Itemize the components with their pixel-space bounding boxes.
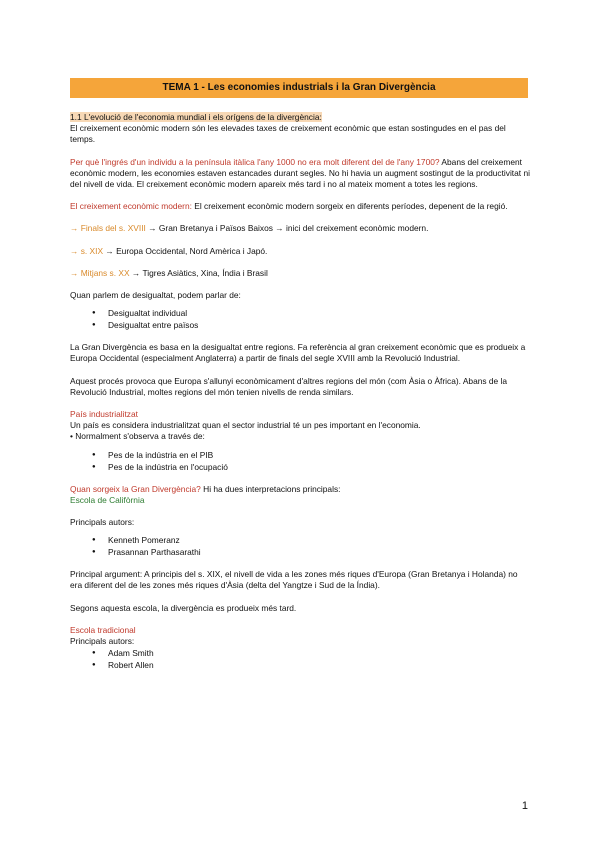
industrialized-note: • Normalment s'observa a través de: xyxy=(70,431,205,442)
document-title: TEMA 1 - Les economies industrials i la Gran Divergència xyxy=(70,78,528,98)
industrialized-text: Un país es considera industrialitzat quan el sector industrial té un pes important en l'economia. xyxy=(70,420,421,431)
list-item: ● Robert Allen xyxy=(92,659,530,671)
timeline-text: → Gran Bretanya i Països Baixos → inici del creixement econòmic modern. xyxy=(145,223,429,234)
timeline-item xyxy=(70,223,530,234)
modern-growth-paragraph xyxy=(70,201,530,212)
list-item: ● Pes de la indústria en el PIB xyxy=(92,449,530,461)
document-body xyxy=(70,112,530,671)
divergence-paragraph: La Gran Divergència es basa en la desigualtat entre regions. Fa referència al gran creixement econòmic que es produeix a Europa Occidental (especialment Anglaterra) a partir de finals del segle XVIII amb la Revolució Industrial. xyxy=(70,342,526,364)
traditional-heading: Escola tradicional xyxy=(70,624,136,635)
section-heading-text: 1.1 L'evolució de l'economia mundial i els orígens de la divergència: xyxy=(70,112,322,122)
section-text: El creixement econòmic modern són les elevades taxes de creixement econòmic que estan sostingudes en el pas del temps. xyxy=(70,123,506,145)
list-item: ● Desigualtat entre països xyxy=(92,319,530,331)
modern-growth-highlight: El creixement econòmic modern: xyxy=(70,201,192,212)
timeline-label: → Finals del s. XVIII xyxy=(70,223,146,234)
industrialized-heading: País industrialitzat xyxy=(70,409,138,420)
section-heading xyxy=(70,112,530,123)
list-item: ● Adam Smith xyxy=(92,647,530,659)
list-item: ● Prasannan Parthasarathi xyxy=(92,546,530,558)
timeline-text: → Tigres Asiàtics, Xina, Índia i Brasil xyxy=(129,267,268,278)
question-paragraph xyxy=(70,157,530,191)
page-number: 1 xyxy=(521,800,528,812)
list-item: ● Pes de la indústria en l'ocupació xyxy=(92,461,530,473)
question2-text: Hi ha dues interpretacions principals: xyxy=(200,483,341,494)
inequality-list xyxy=(70,307,530,331)
question2-highlight: Quan sorgeix la Gran Divergència? xyxy=(70,483,201,494)
question-text: Abans del creixement econòmic modern, les economies estaven estancades durant segles. No hi havia un augment sostingut de la productivitat ni del nivell de vida. El creixement econòmic modern apareix més tard i no al mateix moment a totes les regions. xyxy=(70,156,530,190)
divergence-paragraph: Aquest procés provoca que Europa s'allunyi econòmicament d'altres regions del món (com Àsia o Àfrica). Abans de la Revolució Industrial, moltes regions del món tenien nivells de renda similars. xyxy=(70,375,508,397)
industrialized-list xyxy=(70,449,530,473)
california-conclusion: Segons aquesta escola, la divergència es produeix més tard. xyxy=(70,602,297,613)
modern-growth-text: El creixement econòmic modern sorgeix en diferents períodes, depenent de la regió. xyxy=(191,201,508,212)
california-argument: Principal argument: A principis del s. XIX, el nivell de vida a les zones més riques d'Europa (Gran Bretanya i Holanda) no era diferent del de les zones més riques d'Àsia (delta del Yangtze i Sud de la Índia). xyxy=(70,569,518,591)
timeline-text: → Europa Occidental, Nord Amèrica i Japó. xyxy=(103,245,268,256)
traditional-authors-label: Principals autors: xyxy=(70,636,135,647)
list-item: ● Desigualtat individual xyxy=(92,307,530,319)
california-authors-label: Principals autors: xyxy=(70,517,135,528)
timeline-item xyxy=(70,268,530,279)
timeline-label: → s. XIX xyxy=(70,245,104,256)
traditional-authors-list xyxy=(70,647,530,671)
timeline-label: → Mitjans s. XX xyxy=(70,267,130,278)
california-authors-list xyxy=(70,534,530,558)
timeline-item xyxy=(70,246,530,257)
list-item: ● Kenneth Pomeranz xyxy=(92,534,530,546)
question-highlight: Per què l'ingrés d'un individu a la península itàlica l'any 1000 no era molt diferent del de l'any 1700? xyxy=(70,156,440,167)
question2-paragraph xyxy=(70,484,530,495)
inequality-intro: Quan parlem de desigualtat, podem parlar de: xyxy=(70,290,241,301)
california-heading: Escola de Califòrnia xyxy=(70,494,145,505)
